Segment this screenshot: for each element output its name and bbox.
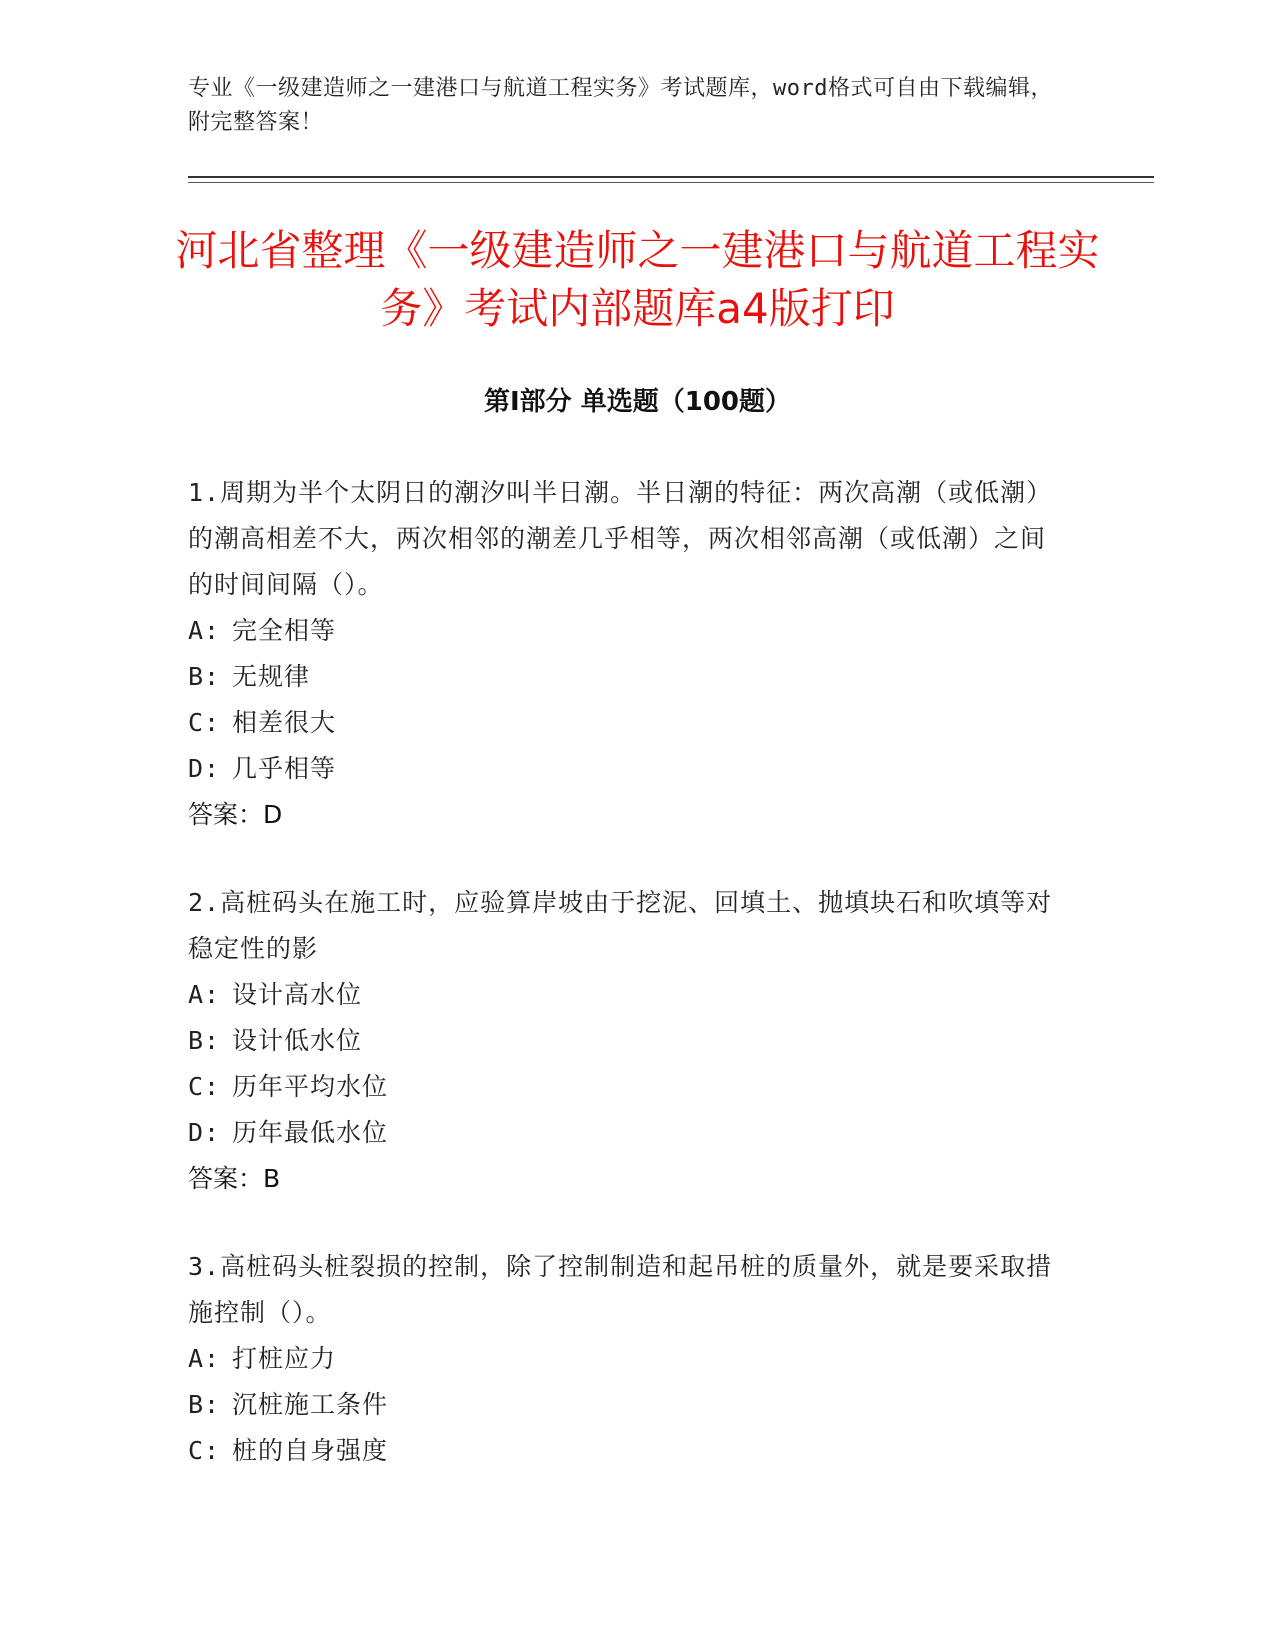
option-b [188,1018,1068,1064]
option-label: B: [188,1026,221,1055]
option-a [188,608,1068,654]
header-note: 专业《一级建造师之一建港口与航道工程实务》考试题库，word格式可自由下载编辑，附完整答案！ [188,76,1053,135]
question-stem: 3.高桩码头桩裂损的控制，除了控制制造和起吊桩的质量外，就是要采取措施控制（）。 [188,1252,1053,1327]
option-a [188,1336,1068,1382]
question-3 [188,1244,1068,1474]
option-label: B: [188,1390,221,1419]
option-label: A: [188,616,221,645]
option-label: C: [188,1436,221,1465]
answer-line: 答案：D [188,800,283,829]
option-d [188,1110,1068,1156]
question-2 [188,880,1068,1202]
question-list [188,470,1068,1516]
option-label: A: [188,980,221,1009]
option-label: B: [188,662,221,691]
option-text: 桩的自身强度 [232,1436,389,1465]
option-c [188,700,1068,746]
document-title: 河北省整理《一级建造师之一建港口与航道工程实务》考试内部题库a4版打印 [175,226,1100,333]
option-text: 历年平均水位 [232,1072,389,1101]
option-text: 相差很大 [232,708,337,737]
question-1 [188,470,1068,838]
option-b [188,1382,1068,1428]
option-label: C: [188,1072,221,1101]
option-label: A: [188,1344,221,1373]
option-text: 沉桩施工条件 [232,1390,389,1419]
option-c [188,1428,1068,1474]
header-divider-thick [188,176,1154,178]
option-text: 打桩应力 [232,1344,337,1373]
option-text: 无规律 [232,662,311,691]
option-text: 设计低水位 [232,1026,363,1055]
option-text: 设计高水位 [232,980,363,1009]
option-a [188,972,1068,1018]
option-b [188,654,1068,700]
option-label: C: [188,708,221,737]
option-d [188,746,1068,792]
question-stem: 1.周期为半个太阴日的潮汐叫半日潮。半日潮的特征：两次高潮（或低潮）的潮高相差不大，两次相邻的潮差几乎相等，两次相邻高潮（或低潮）之间的时间间隔（）。 [188,478,1053,599]
option-text: 历年最低水位 [232,1118,389,1147]
option-text: 几乎相等 [232,754,337,783]
option-text: 完全相等 [232,616,337,645]
answer-line: 答案：B [188,1164,281,1193]
header-divider-thin [188,182,1154,183]
option-label: D: [188,1118,221,1147]
option-c [188,1064,1068,1110]
question-stem: 2.高桩码头在施工时，应验算岸坡由于挖泥、回填土、抛填块石和吹填等对稳定性的影 [188,888,1053,963]
section-title: 第I部分 单选题（100题） [484,387,791,417]
option-label: D: [188,754,221,783]
